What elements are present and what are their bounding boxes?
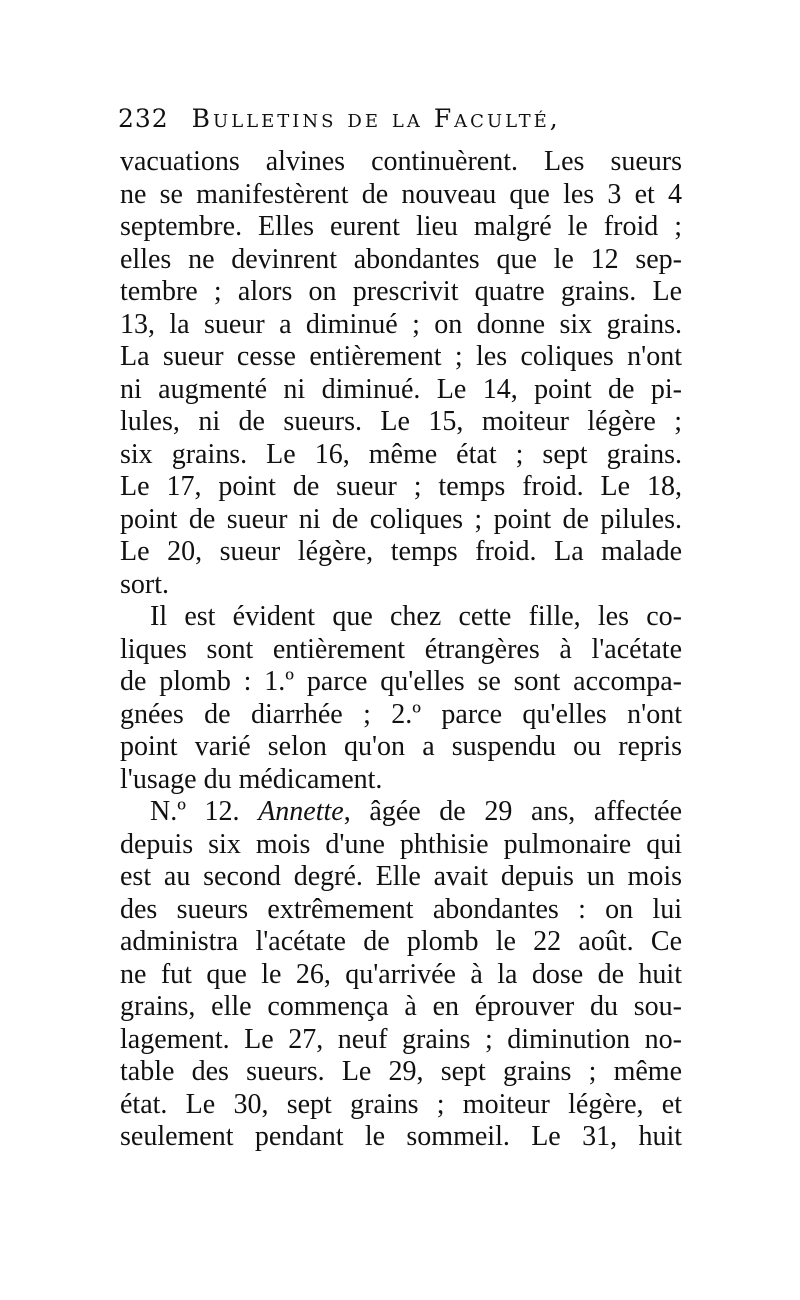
text-line: lagement. Le 27, neuf grains ; diminution no- (120, 1023, 682, 1055)
text-line: Il est évident que chez cette fille, les co- (150, 601, 682, 632)
text-line: tembre ; alors on prescrivit quatre grains. Le (120, 276, 682, 307)
case-heading-line (120, 796, 682, 829)
text-line: grains, elle commença à en éprouver du sou- (120, 991, 682, 1022)
text-line: Le 20, sueur légère, temps froid. La malade (120, 536, 682, 567)
text-line: elles ne devinrent abondantes que le 12 sep- (120, 243, 682, 275)
text-line: depuis six mois d'une phthisie pulmonaire qui (120, 828, 682, 860)
patient-name: Annette (258, 796, 344, 827)
text-line: septembre. Elles eurent lieu malgré le froid ; (120, 211, 682, 242)
text-line: seulement pendant le sommeil. Le 31, huit (120, 1121, 682, 1152)
case-number: N.º 12. (150, 796, 240, 827)
text-line: est au second degré. Elle avait depuis un mois (120, 861, 682, 892)
text-line: point varié selon qu'on a suspendu ou repris (120, 731, 682, 762)
case-intro: , âgée de 29 ans, affectée (343, 796, 682, 827)
text-line: liques sont entièrement étrangères à l'acétate (120, 633, 682, 665)
text-line: table des sueurs. Le 29, sept grains ; même (120, 1056, 682, 1087)
text-line: administra l'acétate de plomb le 22 août. Ce (120, 926, 682, 957)
text-line: point de sueur ni de coliques ; point de pilules. (120, 503, 682, 535)
text-line: ne se manifestèrent de nouveau que les 3 et 4 (120, 178, 682, 210)
text-line: lules, ni de sueurs. Le 15, moiteur légère ; (120, 406, 682, 437)
text-line: l'usage du médicament. (120, 763, 383, 795)
page-header (118, 104, 678, 148)
body-text (120, 146, 682, 1154)
text-line: six grains. Le 16, même état ; sept grains. (120, 438, 682, 470)
text-line: ni augmenté ni diminué. Le 14, point de pi- (120, 373, 682, 405)
text-line: 13, la sueur a diminué ; on donne six grains. (120, 308, 682, 340)
page-number: 232 (118, 104, 169, 133)
text-line: La sueur cesse entièrement ; les coliques n'ont (120, 341, 682, 372)
text-line: état. Le 30, sept grains ; moiteur légère, et (120, 1088, 682, 1120)
text-line: des sueurs extrêmement abondantes : on lui (120, 893, 682, 925)
text-line: sort. (120, 568, 169, 600)
text-line: de plomb : 1.º parce qu'elles se sont accompa- (120, 666, 682, 697)
text-line: vacuations alvines continuèrent. Les sueurs (120, 146, 682, 177)
text-line: Le 17, point de sueur ; temps froid. Le 18, (120, 471, 682, 502)
text-line: ne fut que le 26, qu'arrivée à la dose de huit (120, 958, 682, 990)
text-line: gnées de diarrhée ; 2.º parce qu'elles n'ont (120, 698, 682, 730)
running-title: Bulletins de la Faculté, (191, 104, 561, 133)
